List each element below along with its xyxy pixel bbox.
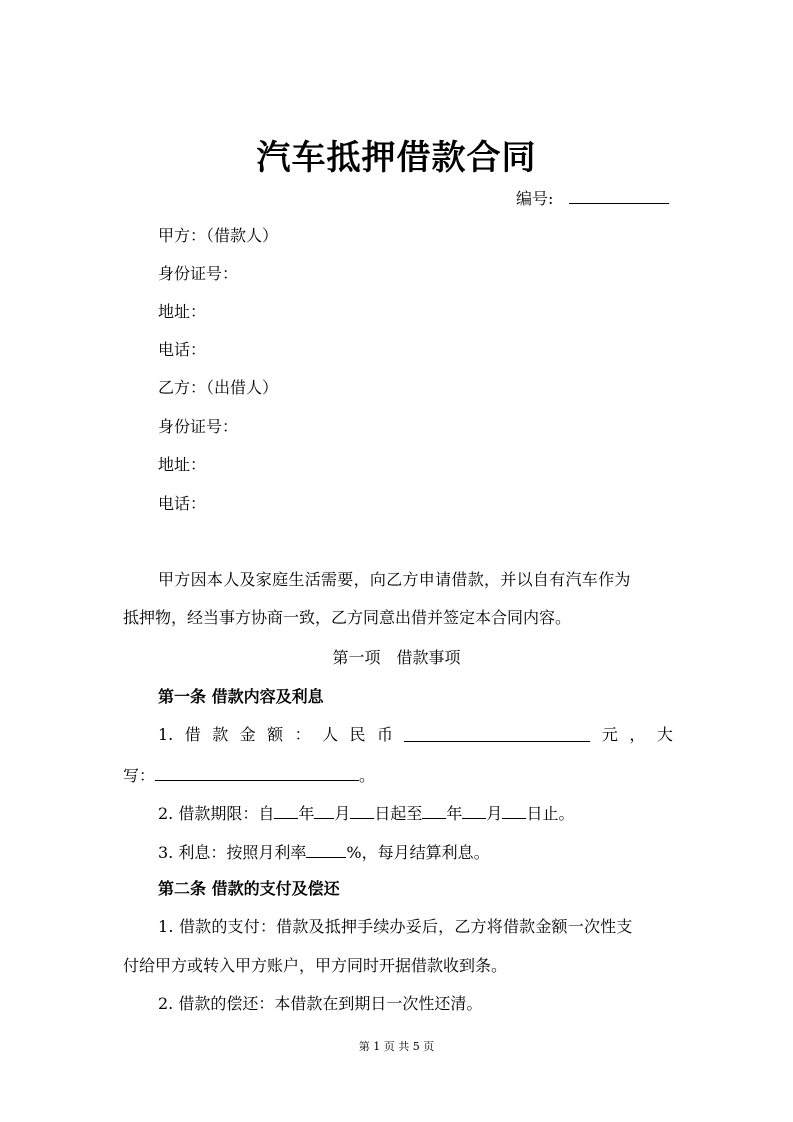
item-1-char: 币 [377, 725, 394, 744]
document-title: 汽车抵押借款合同 [256, 138, 537, 178]
start-year-blank[interactable] [274, 801, 298, 819]
item-1-char: 1. [158, 725, 174, 744]
item-2-text: 日止。 [526, 804, 575, 823]
item-1-char: 民 [349, 725, 366, 744]
item-2-text: 月 [334, 804, 351, 823]
intro-line-1: 甲方因本人及家庭生活需要，向乙方申请借款，并以自有汽车作为 [158, 570, 631, 589]
item-1-char: 借 [184, 725, 201, 744]
item-2-text: 月 [486, 804, 503, 823]
party-a-phone-label: 电话： [158, 340, 207, 359]
contract-number-blank[interactable] [569, 186, 669, 204]
item-2-text: 年 [446, 804, 463, 823]
item-1-char: ： [294, 725, 311, 744]
contract-number [516, 186, 669, 210]
item-2-text: 日起至 [374, 804, 423, 823]
interest-rate-blank[interactable] [306, 840, 346, 858]
article-2-item-2: 2. 借款的偿还：本借款在到期日一次性还清。 [158, 994, 483, 1013]
item-1-char: 金 [239, 725, 256, 744]
article-2-title: 第二条 借款的支付及偿还 [158, 879, 340, 898]
intro-line-2: 抵押物，经当事方协商一致，乙方同意出借并签定本合同内容。 [123, 608, 572, 627]
party-b-phone-label: 电话： [158, 494, 207, 513]
item-3-text: %，每月结算利息。 [346, 843, 490, 862]
item-1-char: 额 [267, 725, 284, 744]
article-1-item-2 [158, 801, 574, 825]
party-a-address-label: 地址： [158, 302, 207, 321]
article-2-item-1-line-2: 付给甲方或转入甲方账户，甲方同时开据借款收到条。 [123, 956, 508, 975]
end-day-blank[interactable] [502, 801, 526, 819]
party-a-id-label: 身份证号： [158, 264, 239, 283]
item-1-char: ， [629, 725, 646, 744]
article-2-item-1-line-1: 1. 借款的支付：借款及抵押手续办妥后，乙方将借款金额一次性支 [158, 917, 633, 936]
item-1-char: 大 [656, 725, 673, 744]
article-1-title: 第一条 借款内容及利息 [158, 687, 324, 706]
item-1-char: 款 [212, 725, 229, 744]
item-2-text: 2. 借款期限：自 [158, 804, 275, 823]
section-1-title: 第一项 借款事项 [332, 648, 461, 667]
party-b-id-label: 身份证号： [158, 417, 239, 436]
item-1-char: 元 [601, 725, 618, 744]
item-2-text: 年 [298, 804, 315, 823]
item-1-char: 人 [322, 725, 339, 744]
loan-amount-words-blank[interactable] [155, 763, 359, 781]
page-footer: 第 1 页 共 5 页 [358, 1040, 435, 1053]
party-b-address-label: 地址： [158, 455, 207, 474]
article-1-item-1-line-2 [123, 763, 375, 787]
end-year-blank[interactable] [422, 801, 446, 819]
item-1-line-2-end: 。 [359, 766, 376, 785]
party-a-heading: 甲方：（借款人） [158, 226, 279, 245]
end-month-blank[interactable] [462, 801, 486, 819]
party-b-heading: 乙方：（出借人） [158, 378, 279, 397]
loan-amount-blank[interactable] [404, 724, 590, 742]
contract-number-label: 编号: [516, 189, 554, 208]
start-day-blank[interactable] [350, 801, 374, 819]
item-1-line-2-start: 写： [123, 766, 156, 785]
start-month-blank[interactable] [314, 801, 334, 819]
article-1-item-1-line-1 [158, 724, 673, 746]
article-1-item-3 [158, 840, 490, 864]
item-3-text: 3. 利息：按照月利率 [158, 843, 307, 862]
